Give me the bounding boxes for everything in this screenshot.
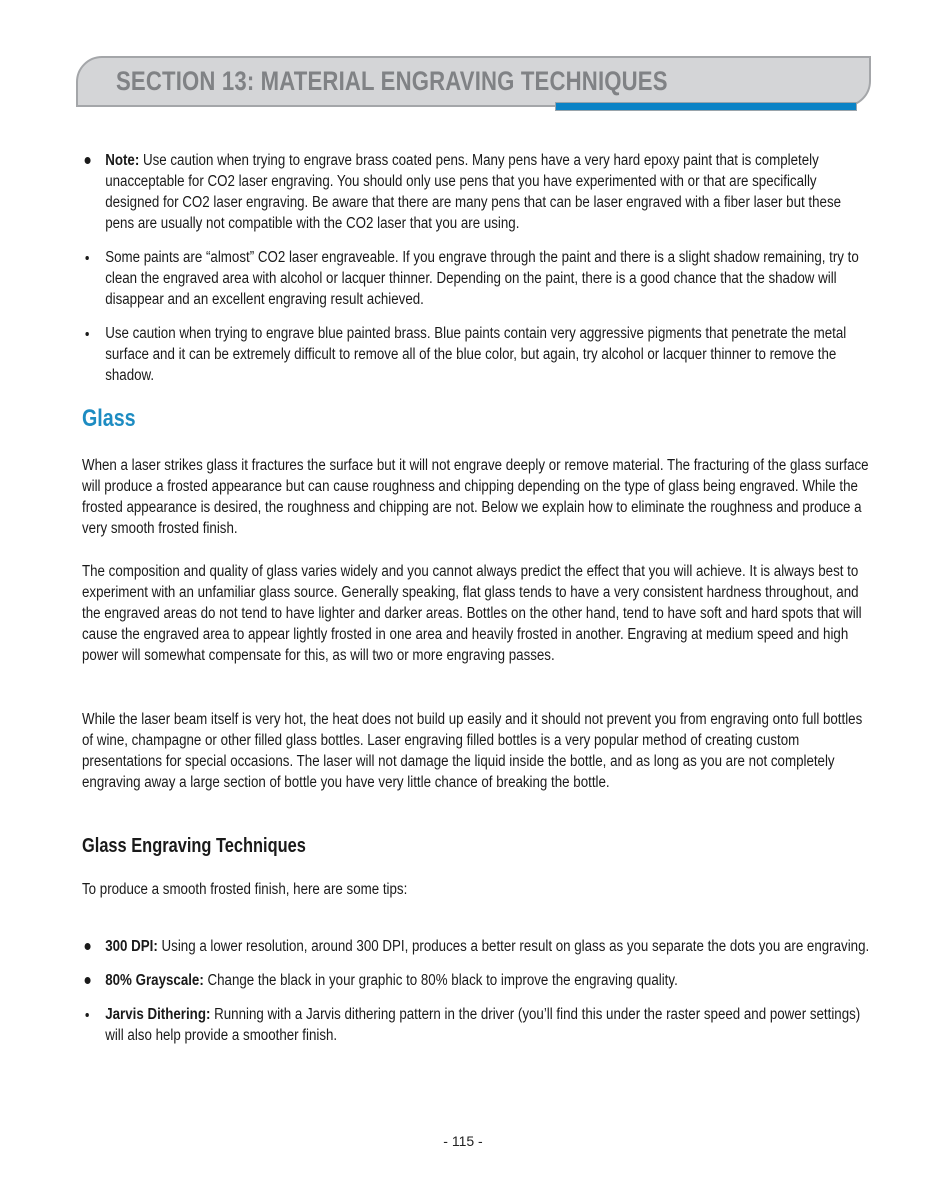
bullet-text: Use caution when trying to engrave brass coated pens. Many pens have a very hard epoxy paint that is completely unacceptable for CO2 laser engraving. You should only use pens that you have experimented with or that are specifically designed for CO2 laser engraving. Be aware that there are many pens that can be laser engraved with a fiber laser but these pens are usually not compatible with the CO2 laser that you are using. [105, 152, 842, 232]
bullet-icon [85, 977, 91, 984]
bullet-lead: Note: [105, 152, 140, 169]
tips-list [82, 936, 926, 1046]
tip-text: Change the black in your graphic to 80% black to improve the engraving quality. [203, 972, 678, 989]
top-bullet-list [82, 150, 926, 386]
bullet-text: Some paints are “almost” CO2 laser engraveable. If you engrave through the paint and there is a slight shadow remaining, try to clean the engraved area with alcohol or lacquer thinner. Depending on the paint, there is a good chance that the shadow will disappear and an excellent engraving result achieved. [105, 249, 859, 308]
bullet-icon [85, 256, 88, 260]
bullet-icon [85, 332, 88, 336]
list-item [82, 936, 871, 957]
section-title: SECTION 13: MATERIAL ENGRAVING TECHNIQUES [116, 66, 668, 96]
bullet-icon [85, 157, 91, 164]
techniques-intro: To produce a smooth frosted finish, here are some tips: [82, 881, 408, 898]
bullet-icon [85, 943, 91, 950]
tip-lead: Jarvis Dithering: [105, 1006, 211, 1023]
tip-lead: 80% Grayscale: [105, 972, 204, 989]
paragraph: When a laser strikes glass it fractures the surface but it will not engrave deeply or remove material. The fracturing of the glass surface will produce a frosted appearance but can cause roughness and chipping depending on the type of glass being engraved. While the frosted appearance is desired, the roughness and chipping are not. Below we explain how to eliminate the roughness and produce a very smooth frosted finish. [82, 457, 869, 537]
section-header-banner [76, 56, 871, 107]
bullet-icon [85, 1013, 88, 1017]
heading-glass-engraving-techniques: Glass Engraving Techniques [82, 835, 306, 857]
list-item [82, 970, 871, 991]
tip-text: Using a lower resolution, around 300 DPI, produces a better result on glass as you separate the dots you are engraving. [157, 938, 870, 955]
paragraph: The composition and quality of glass varies widely and you cannot always predict the effect that you will achieve. It is always best to experiment with an unfamiliar glass source. Generally speaking, flat glass tends to have a very consistent hardness throughout, and the engraved areas do not tend to have lighter and darker areas. Bottles on the other hand, tend to have soft and hard spots that will cause the engraved area to appear lightly frosted in one area and heavily frosted in another. Engraving at medium speed and high power will somewhat compensate for this, as will two or more engraving passes. [82, 563, 862, 664]
paragraph: While the laser beam itself is very hot, the heat does not build up easily and it should not prevent you from engraving onto full bottles of wine, champagne or other filled glass bottles. Laser engraving filled bottles is a very popular method of creating custom presentations for special occasions. The laser will not damage the liquid inside the bottle, and as long as you are not completely engraving away a large section of bottle you have very little chance of breaking the bottle. [82, 711, 863, 791]
list-item [82, 150, 871, 234]
bullet-text: Use caution when trying to engrave blue painted brass. Blue paints contain very aggressive pigments that penetrate the metal surface and it can be extremely difficult to remove all of the blue color, but again, try alcohol or lacquer thinner to remove the shadow. [105, 325, 847, 384]
list-item [82, 1004, 871, 1046]
list-item [82, 247, 871, 310]
tip-text: Running with a Jarvis dithering pattern in the driver (you’ll find this under the raster speed and power settings) will also help provide a smoother finish. [105, 1006, 861, 1044]
accent-bar [555, 102, 857, 111]
tip-lead: 300 DPI: [105, 938, 158, 955]
heading-glass: Glass [82, 405, 136, 432]
page-number: - 115 - [443, 1133, 483, 1149]
list-item [82, 323, 871, 386]
